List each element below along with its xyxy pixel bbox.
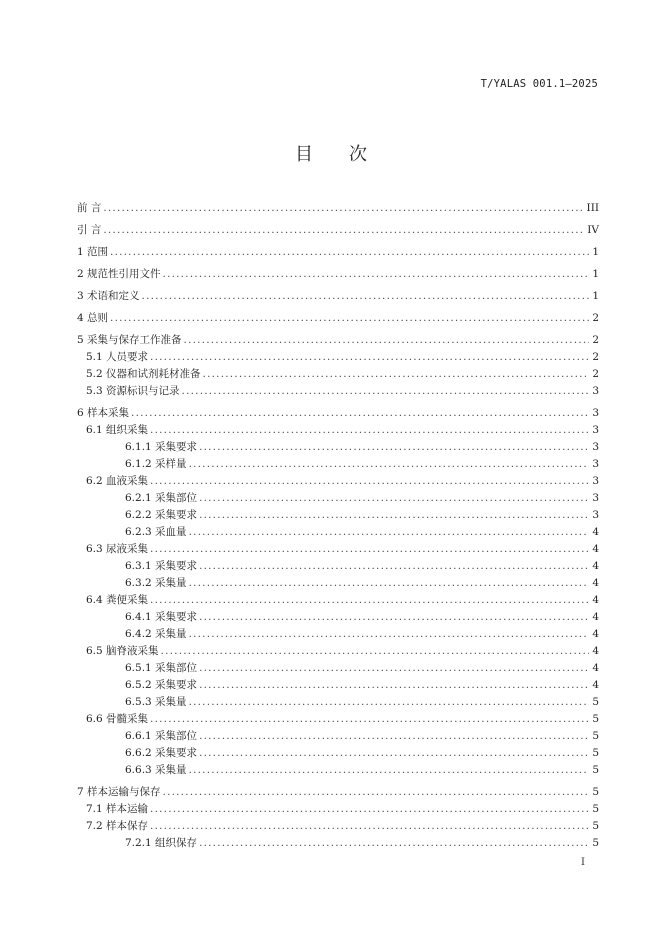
toc-entry[interactable] <box>77 524 599 541</box>
toc-entry-page: 5 <box>592 820 599 832</box>
title-char-2: 次 <box>349 144 367 165</box>
toc-entry[interactable] <box>77 507 599 524</box>
toc-entry[interactable] <box>77 592 599 609</box>
toc-entry-label: 6.6.1 采集部位 <box>125 730 198 742</box>
toc-entry-page: 3 <box>592 441 599 453</box>
toc-entry[interactable] <box>77 626 599 643</box>
toc-entry-label: 6.5.3 采集量 <box>125 696 187 708</box>
page-number: I <box>581 857 585 868</box>
toc-entry[interactable] <box>77 762 599 779</box>
toc-entry-label: 7 样本运输与保存 <box>77 786 161 798</box>
toc-entry[interactable] <box>77 541 599 558</box>
toc-entry-label: 5.2 仪器和试剂耗材准备 <box>86 368 201 380</box>
toc-entry[interactable] <box>77 728 599 745</box>
toc-entry[interactable] <box>77 266 599 283</box>
toc-entry[interactable] <box>77 288 599 305</box>
toc-dot-leader <box>150 711 589 728</box>
toc-entry-page: 3 <box>592 458 599 470</box>
toc-dot-leader <box>199 677 589 694</box>
toc-entry-label: 7.1 样本运输 <box>86 803 149 815</box>
toc-dot-leader <box>199 660 589 677</box>
toc-entry-page: 4 <box>592 543 599 555</box>
toc-entry-label: 3 术语和定义 <box>77 290 140 302</box>
toc-entry[interactable] <box>77 244 599 261</box>
toc-dot-leader <box>131 405 589 422</box>
toc-dot-leader <box>199 507 589 524</box>
toc-dot-leader <box>142 288 589 305</box>
toc-entry-page: 5 <box>592 730 599 742</box>
toc-entry-page: 3 <box>592 509 599 521</box>
toc-dot-leader <box>189 524 589 541</box>
toc-entry[interactable] <box>77 660 599 677</box>
toc-entry-page: 5 <box>592 786 599 798</box>
toc-entry[interactable] <box>77 801 599 818</box>
toc-entry-label: 6.6.2 采集要求 <box>125 747 198 759</box>
toc-entry-page: 5 <box>592 696 599 708</box>
toc-entry[interactable] <box>77 200 599 217</box>
toc-entry[interactable] <box>77 677 599 694</box>
toc-entry[interactable] <box>77 456 599 473</box>
toc-entry-page: 5 <box>592 713 599 725</box>
toc-entry[interactable] <box>77 332 599 349</box>
toc-dot-leader <box>150 349 589 366</box>
toc-entry-label: 前 言 <box>77 202 102 214</box>
toc-entry[interactable] <box>77 784 599 801</box>
toc-dot-leader <box>199 558 589 575</box>
toc-entry-page: 5 <box>592 803 599 815</box>
toc-entry-page: 3 <box>592 385 599 397</box>
toc-entry-label: 6.2.1 采集部位 <box>125 492 198 504</box>
toc-entry[interactable] <box>77 439 599 456</box>
toc-entry[interactable] <box>77 818 599 835</box>
toc-entry-page: 1 <box>592 246 599 258</box>
toc-dot-leader <box>110 244 589 261</box>
toc-entry-label: 6.1 组织采集 <box>86 424 149 436</box>
toc-entry[interactable] <box>77 609 599 626</box>
toc-dot-leader <box>199 835 589 852</box>
toc-entry-page: 3 <box>592 475 599 487</box>
toc-entry-page: 5 <box>592 837 599 849</box>
toc-entry-page: 4 <box>592 645 599 657</box>
toc-entry-label: 6.3.2 采集量 <box>125 577 187 589</box>
toc-dot-leader <box>199 439 589 456</box>
toc-entry-label: 6.2.2 采集要求 <box>125 509 198 521</box>
toc-entry-page: IV <box>587 224 599 236</box>
toc-dot-leader <box>189 575 589 592</box>
toc-entry-label: 6.1.2 采样量 <box>125 458 187 470</box>
toc-entry[interactable] <box>77 310 599 327</box>
toc-entry[interactable] <box>77 575 599 592</box>
toc-dot-leader <box>182 383 589 400</box>
toc-entry-page: 1 <box>592 268 599 280</box>
toc-dot-leader <box>161 643 589 660</box>
toc-entry-label: 6.6.3 采集量 <box>125 764 187 776</box>
toc-entry-label: 4 总则 <box>77 312 109 324</box>
toc-entry-label: 6.5.2 采集要求 <box>125 679 198 691</box>
toc-entry[interactable] <box>77 349 599 366</box>
toc-entry-page: 4 <box>592 594 599 606</box>
toc-entry[interactable] <box>77 222 599 239</box>
toc-entry[interactable] <box>77 422 599 439</box>
toc-entry-page: 4 <box>592 526 599 538</box>
toc-entry[interactable] <box>77 643 599 660</box>
toc-entry-page: 1 <box>592 290 599 302</box>
toc-dot-leader <box>184 332 589 349</box>
toc-entry-page: III <box>586 202 599 214</box>
toc-entry-label: 6 样本采集 <box>77 407 130 419</box>
toc-dot-leader <box>163 784 589 801</box>
toc-entry[interactable] <box>77 383 599 400</box>
toc-entry-page: 4 <box>592 577 599 589</box>
toc-entry[interactable] <box>77 366 599 383</box>
toc-dot-leader <box>150 541 589 558</box>
toc-entry-page: 4 <box>592 628 599 640</box>
toc-dot-leader <box>189 762 589 779</box>
toc-entry-label: 2 规范性引用文件 <box>77 268 161 280</box>
toc-entry-label: 6.4 粪便采集 <box>86 594 149 606</box>
toc-entry-page: 4 <box>592 662 599 674</box>
toc-entry-page: 2 <box>592 368 599 380</box>
toc-dot-leader <box>103 222 585 239</box>
toc-dot-leader <box>189 694 589 711</box>
table-of-contents <box>77 200 599 852</box>
toc-dot-leader <box>199 745 589 762</box>
toc-entry[interactable] <box>77 711 599 728</box>
toc-entry-page: 2 <box>592 351 599 363</box>
title-char-1: 目 <box>295 144 313 165</box>
toc-entry-page: 2 <box>592 312 599 324</box>
toc-dot-leader <box>199 728 589 745</box>
toc-entry[interactable] <box>77 694 599 711</box>
toc-dot-leader <box>103 200 584 217</box>
toc-dot-leader <box>150 801 589 818</box>
toc-entry-label: 6.5.1 采集部位 <box>125 662 198 674</box>
toc-dot-leader <box>163 266 589 283</box>
toc-entry-page: 4 <box>592 560 599 572</box>
toc-entry-label: 6.5 脑脊液采集 <box>86 645 159 657</box>
toc-entry[interactable] <box>77 473 599 490</box>
toc-entry-page: 5 <box>592 764 599 776</box>
toc-entry-page: 3 <box>592 492 599 504</box>
toc-entry-label: 6.3 尿液采集 <box>86 543 149 555</box>
toc-entry-label: 5 采集与保存工作准备 <box>77 334 182 346</box>
toc-entry[interactable] <box>77 558 599 575</box>
toc-dot-leader <box>199 490 589 507</box>
toc-entry-label: 6.2 血液采集 <box>86 475 149 487</box>
toc-entry-label: 引 言 <box>77 224 102 236</box>
toc-dot-leader <box>110 310 589 327</box>
toc-entry-label: 6.2.3 采血量 <box>125 526 187 538</box>
toc-entry-label: 7.2 样本保存 <box>86 820 149 832</box>
toc-dot-leader <box>203 366 589 383</box>
toc-entry-label: 6.4.2 采集量 <box>125 628 187 640</box>
toc-dot-leader <box>189 626 589 643</box>
toc-entry-page: 3 <box>592 407 599 419</box>
toc-entry[interactable] <box>77 745 599 762</box>
toc-entry[interactable] <box>77 490 599 507</box>
toc-entry-label: 6.6 骨髓采集 <box>86 713 149 725</box>
toc-entry-label: 1 范围 <box>77 246 109 258</box>
toc-entry-page: 4 <box>592 679 599 691</box>
toc-entry-label: 5.3 资源标识与记录 <box>86 385 180 397</box>
toc-entry-page: 5 <box>592 747 599 759</box>
toc-entry-label: 6.4.1 采集要求 <box>125 611 198 623</box>
toc-entry-page: 2 <box>592 334 599 346</box>
toc-dot-leader <box>150 422 589 439</box>
toc-entry-label: 5.1 人员要求 <box>86 351 149 363</box>
toc-dot-leader <box>150 818 589 835</box>
toc-entry-page: 3 <box>592 424 599 436</box>
toc-entry-label: 6.1.1 采集要求 <box>125 441 198 453</box>
toc-entry[interactable] <box>77 835 599 852</box>
toc-entry-page: 4 <box>592 611 599 623</box>
document-code: T/YALAS 001.1—2025 <box>480 78 598 90</box>
toc-dot-leader <box>150 473 589 490</box>
toc-dot-leader <box>150 592 589 609</box>
toc-entry-label: 6.3.1 采集要求 <box>125 560 198 572</box>
toc-entry[interactable] <box>77 405 599 422</box>
page-title <box>0 140 662 166</box>
toc-dot-leader <box>199 609 589 626</box>
toc-dot-leader <box>189 456 589 473</box>
toc-entry-label: 7.2.1 组织保存 <box>125 837 198 849</box>
